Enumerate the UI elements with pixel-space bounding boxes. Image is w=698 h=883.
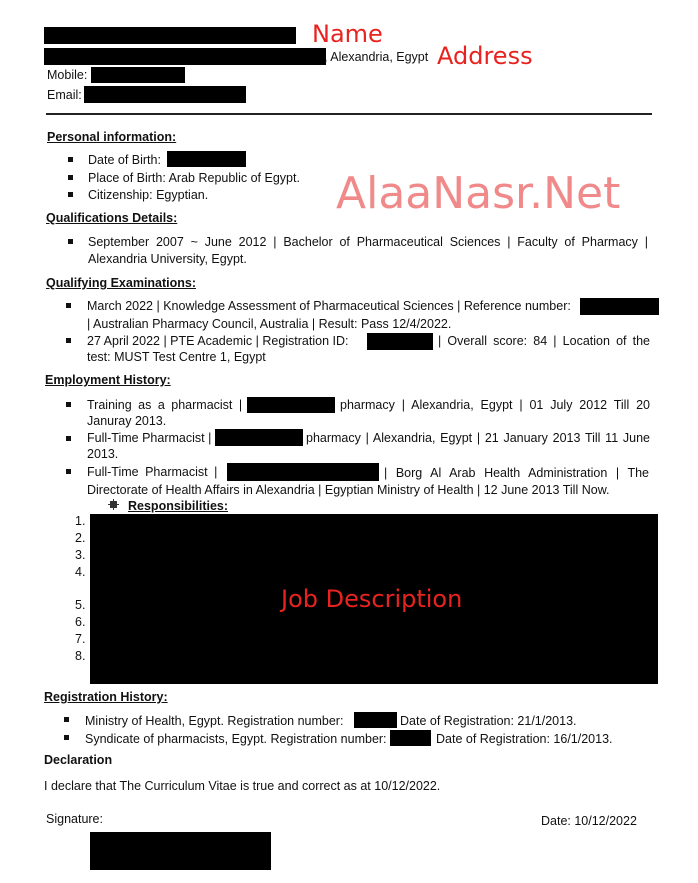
bullet-square-icon — [108, 499, 119, 510]
declaration-text: I declare that The Curriculum Vitae is true and correct as at 10/12/2022. — [44, 779, 441, 793]
list-number: 2. — [75, 531, 86, 545]
watermark: AlaaNasr.Net — [336, 168, 621, 219]
exam-2-line-1a: 27 April 2022 | PTE Academic | Registration ID: — [87, 334, 349, 348]
bullet-icon — [66, 303, 71, 308]
job-2-part-a: Full-Time Pharmacist | — [87, 431, 212, 445]
header-divider — [46, 113, 652, 115]
redacted-email — [84, 86, 246, 103]
registration-1-a: Ministry of Health, Egypt. Registration number: — [85, 714, 344, 728]
job-3-line-2: Directorate of Health Affairs in Alexandria | Egyptian Ministry of Health | 12 June 2013 Till Now. — [87, 483, 610, 497]
name-annotation: Name — [312, 20, 383, 48]
redacted-name — [44, 27, 296, 44]
address-annotation: Address — [437, 42, 533, 70]
bullet-icon — [64, 717, 69, 722]
job-1-part-b: pharmacy | Alexandria, Egypt | 01 July 2012 Till 20 — [340, 398, 650, 412]
bullet-icon — [66, 402, 71, 407]
job-3-part-b: | Borg Al Arab Health Administration | The — [384, 466, 649, 480]
redacted-workplace — [227, 463, 379, 481]
registration-1-b: Date of Registration: 21/1/2013. — [400, 714, 577, 728]
qualification-line-1: September 2007 ~ June 2012 | Bachelor of Pharmaceutical Sciences | Faculty of Pharmacy | — [88, 235, 648, 249]
registration-heading: Registration History: — [44, 690, 168, 704]
declaration-heading: Declaration — [44, 753, 113, 767]
bullet-icon — [64, 735, 69, 740]
exams-heading: Qualifying Examinations: — [46, 276, 197, 290]
redacted-reference-number — [580, 298, 659, 315]
list-number: 1. — [75, 514, 86, 528]
redacted-pharmacy-2 — [215, 429, 303, 446]
signature-label: Signature: — [46, 812, 103, 826]
list-number: 4. — [75, 565, 86, 579]
personal-heading: Personal information: — [47, 130, 177, 144]
redacted-registration-id — [367, 333, 433, 350]
list-number: 8. — [75, 649, 86, 663]
place-of-birth: Place of Birth: Arab Republic of Egypt. — [88, 171, 300, 185]
responsibilities-heading: Responsibilities: — [128, 499, 229, 513]
address-suffix: , Alexandria, Egypt — [324, 50, 429, 64]
redacted-pharmacy-1 — [247, 397, 335, 413]
bullet-icon — [68, 239, 73, 244]
dob-label: Date of Birth: — [88, 153, 161, 167]
list-number: 7. — [75, 632, 86, 646]
registration-2-b: Date of Registration: 16/1/2013. — [436, 732, 613, 746]
job-1-part-a: Training as a pharmacist | — [87, 398, 243, 412]
qualifications-heading: Qualifications Details: — [46, 211, 178, 225]
job-description-annotation: Job Description — [281, 585, 463, 613]
job-2-line-2: 2013. — [87, 447, 119, 461]
list-number: 5. — [75, 598, 86, 612]
bullet-icon — [68, 175, 73, 180]
redacted-dob — [167, 151, 246, 167]
employment-heading: Employment History: — [45, 373, 171, 387]
qualification-line-2: Alexandria University, Egypt. — [88, 252, 247, 266]
redacted-address — [44, 48, 326, 65]
email-label: Email: — [47, 88, 82, 102]
bullet-icon — [68, 192, 73, 197]
exam-1-line-2: | Australian Pharmacy Council, Australia | Result: Pass 12/4/2022. — [87, 317, 452, 331]
job-1-line-2: Januray 2013. — [87, 414, 167, 428]
exam-2-line-2: test: MUST Test Centre 1, Egypt — [87, 350, 266, 364]
redacted-signature — [90, 832, 271, 870]
declaration-date: Date: 10/12/2022 — [541, 814, 637, 828]
citizenship: Citizenship: Egyptian. — [88, 188, 209, 202]
bullet-icon — [68, 157, 73, 162]
exam-2-line-1b: | Overall score: 84 | Location of the — [438, 334, 650, 348]
registration-2-a: Syndicate of pharmacists, Egypt. Registration number: — [85, 732, 387, 746]
bullet-icon — [66, 469, 71, 474]
mobile-label: Mobile: — [47, 68, 88, 82]
job-3-part-a: Full-Time Pharmacist | — [87, 465, 218, 479]
exam-1-line-1: March 2022 | Knowledge Assessment of Pharmaceutical Sciences | Reference number: — [87, 299, 571, 313]
redacted-moh-number — [354, 712, 397, 728]
redacted-mobile — [91, 67, 185, 83]
redacted-syndicate-number — [390, 730, 431, 746]
list-number: 6. — [75, 615, 86, 629]
bullet-icon — [66, 338, 71, 343]
job-2-part-b: pharmacy | Alexandria, Egypt | 21 January 2013 Till 11 June — [306, 431, 650, 445]
bullet-icon — [66, 436, 71, 441]
list-number: 3. — [75, 548, 86, 562]
